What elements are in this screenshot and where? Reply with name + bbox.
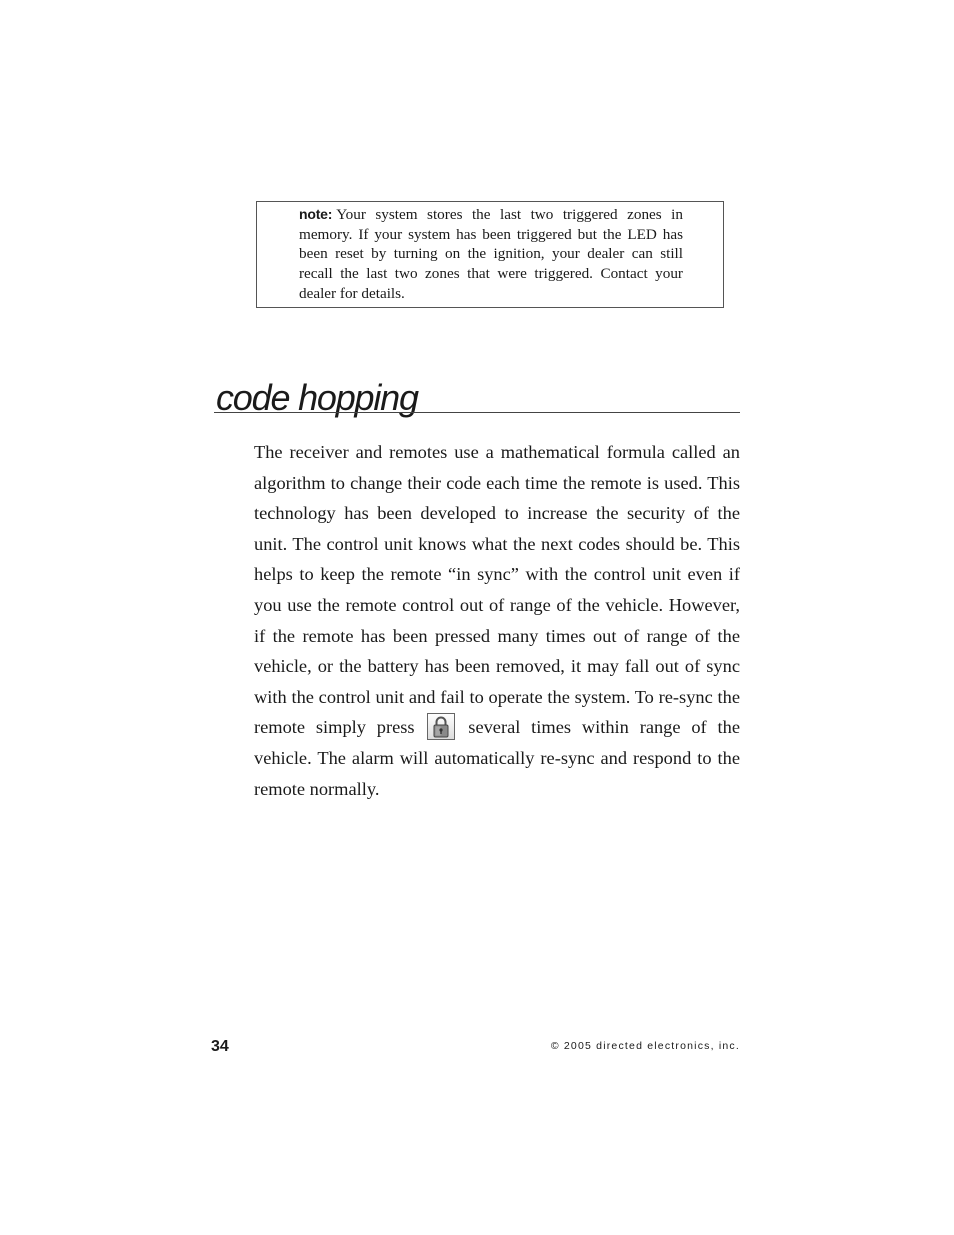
copyright: © 2005 directed electronics, inc. — [550, 1040, 740, 1052]
note-body: Your system stores the last two triggered zones in memory. If your system has been triggered but the LED has been reset by turning on the ignition, your dealer can still recall the last two zones that were triggered. Contact your dealer for details. — [299, 206, 683, 302]
body-text-after-icon: several times within range of the vehicle. The alarm will automatically re-sync and respond to the remote normally. — [254, 717, 740, 799]
lock-icon — [427, 713, 455, 740]
section-heading: code hopping — [216, 377, 418, 418]
section-body — [254, 437, 740, 804]
note-text — [299, 205, 683, 304]
heading-rule — [214, 412, 740, 413]
note-box — [256, 201, 724, 308]
page-number: 34 — [211, 1038, 229, 1055]
body-text-before-icon: The receiver and remotes use a mathematical formula called an algorithm to change their code each time the remote is used. This technology has been developed to increase the security of the unit. The control unit knows what the next codes should be. This helps to keep the remote “in sync” with the control unit even if you use the remote control out of range of the vehicle. However, if the remote has been pressed many times out of range of the vehicle, or the battery has been removed, it may fall out of sync with the control unit and fail to operate the system. To re-sync the remote simply press — [254, 442, 740, 738]
note-label: note: — [299, 206, 333, 222]
